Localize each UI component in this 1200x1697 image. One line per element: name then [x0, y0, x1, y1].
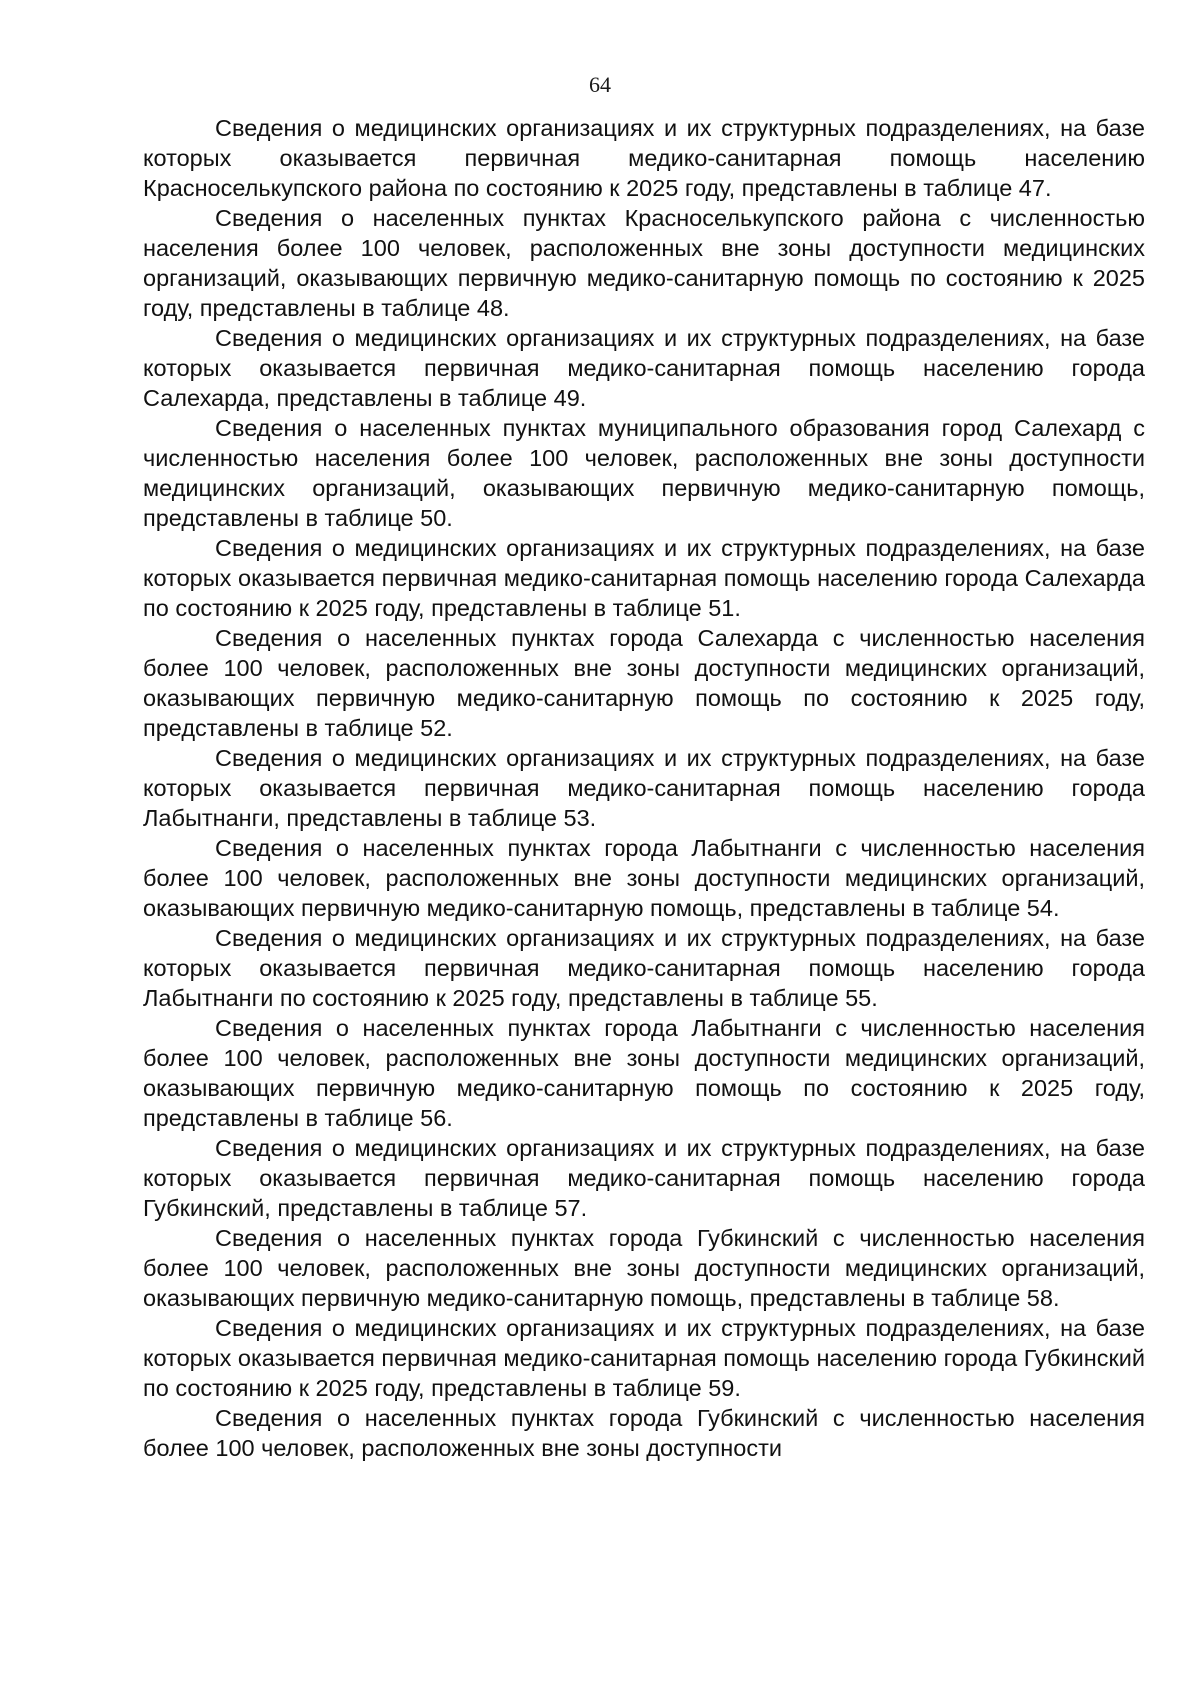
- paragraph: Сведения о медицинских организациях и их структурных подразделениях, на базе которых оказывается первичная медико-санитарная помощь населению города Губкинский, представлены в таблице 57.: [143, 1135, 1145, 1221]
- paragraph: Сведения о населенных пунктах города Лабытнанги с численностью населения более 100 человек, расположенных вне зоны доступности медицинских организаций, оказывающих первичную медико-санитарную помощь по состоянию к 2025 году, представлены в таблице 56.: [143, 1015, 1145, 1131]
- page-number: 64: [589, 72, 611, 97]
- paragraph: Сведения о медицинских организациях и их структурных подразделениях, на базе которых оказывается первичная медико-санитарная помощь населению города Салехарда по состоянию к 2025 году, представлены в таблице 51.: [143, 535, 1145, 621]
- paragraph: Сведения о медицинских организациях и их структурных подразделениях, на базе которых оказывается первичная медико-санитарная помощь населению города Лабытнанги по состоянию к 2025 году, представлены в таблице 55.: [143, 925, 1145, 1011]
- paragraph: Сведения о медицинских организациях и их структурных подразделениях, на базе которых оказывается первичная медико-санитарная помощь населению города Салехарда, представлены в таблице 49.: [143, 325, 1145, 411]
- paragraph: Сведения о населенных пунктах города Губкинский с численностью населения более 100 человек, расположенных вне зоны доступности медицинских организаций, оказывающих первичную медико-санитарную помощь, представлены в таблице 58.: [143, 1225, 1145, 1311]
- paragraph: Сведения о населенных пунктах Красноселькупского района с численностью населения более 100 человек, расположенных вне зоны доступности медицинских организаций, оказывающих первичную медико-санитарную помощь по состоянию к 2025 году, представлены в таблице 48.: [143, 205, 1145, 321]
- paragraph: Сведения о медицинских организациях и их структурных подразделениях, на базе которых оказывается первичная медико-санитарная помощь населению Красноселькупского района по состоянию к 2025 году, представлены в таблице 47.: [143, 115, 1145, 201]
- body-text: [143, 113, 1145, 1463]
- paragraph: Сведения о населенных пунктах города Салехарда с численностью населения более 100 человек, расположенных вне зоны доступности медицинских организаций, оказывающих первичную медико-санитарную помощь по состоянию к 2025 году, представлены в таблице 52.: [143, 625, 1145, 741]
- paragraph: Сведения о населенных пунктах города Губкинский с численностью населения более 100 человек, расположенных вне зоны доступности: [143, 1405, 1145, 1461]
- paragraph: Сведения о населенных пунктах муниципального образования город Салехард с численностью населения более 100 человек, расположенных вне зоны доступности медицинских организаций, оказывающих первичную медико-санитарную помощь, представлены в таблице 50.: [143, 415, 1145, 531]
- paragraph: Сведения о медицинских организациях и их структурных подразделениях, на базе которых оказывается первичная медико-санитарная помощь населению города Губкинский по состоянию к 2025 году, представлены в таблице 59.: [143, 1315, 1145, 1401]
- paragraph: Сведения о медицинских организациях и их структурных подразделениях, на базе которых оказывается первичная медико-санитарная помощь населению города Лабытнанги, представлены в таблице 53.: [143, 745, 1145, 831]
- paragraph: Сведения о населенных пунктах города Лабытнанги с численностью населения более 100 человек, расположенных вне зоны доступности медицинских организаций, оказывающих первичную медико-санитарную помощь, представлены в таблице 54.: [143, 835, 1145, 921]
